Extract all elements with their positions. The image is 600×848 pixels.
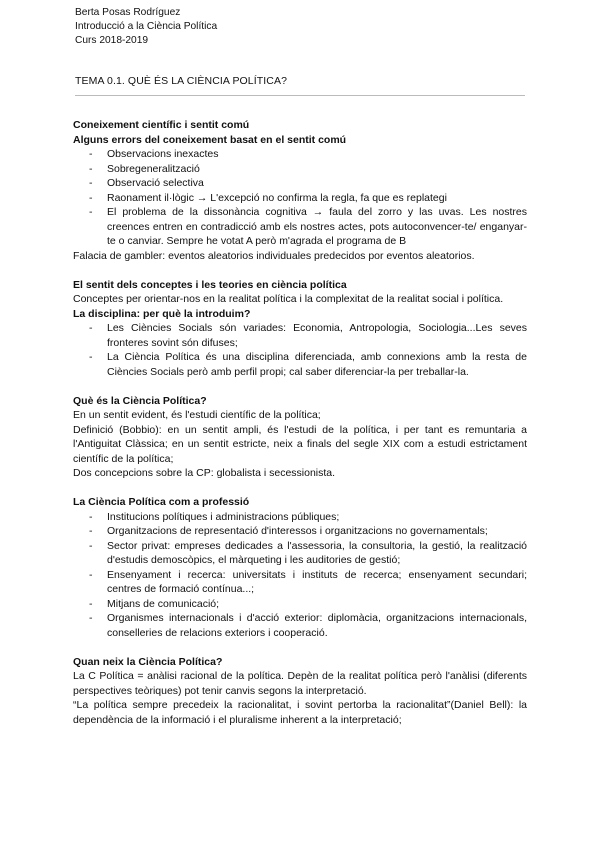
course-year: Curs 2018-2019: [75, 35, 149, 46]
author-name: Berta Posas Rodríguez: [75, 7, 181, 18]
paragraph: Dos concepcions sobre la CP: globalista i secessionista.: [73, 467, 336, 479]
list-item: - Organitzacions de representació d'interessos i organitzacions no governamentals;: [73, 524, 527, 539]
paragraph: Conceptes per orientar-nos en la realitat política i la complexitat de la realitat social i política.: [73, 293, 504, 305]
paragraph: La C Política = anàlisi racional de la política. Depèn de la realitat política però l'anàlisi (diferents perspectives teòriques) pot tenir canvis segons la interpretació.: [73, 670, 527, 697]
section-heading: Coneixement científic i sentit comú: [73, 119, 250, 131]
paragraph: En un sentit evident, és l'estudi científic de la política;: [73, 409, 321, 421]
paragraph: “La política sempre precedeix la racionalitat, i sovint pertorba la racionalitat”(Daniel Bell): la dependència de la informació i el pluralisme inherent a la interpretació;: [73, 699, 527, 726]
list-item: - Raonament il·lògic → L'excepció no confirma la regla, fa que es replategi: [73, 191, 527, 206]
list-item: - Sector privat: empreses dedicades a l'assessoria, la consultoria, la gestió, la realització d'estudis demoscòpics, el màrqueting i les auditories de gestió;: [73, 539, 527, 568]
title-divider: [75, 95, 525, 96]
section-heading: Què és la Ciència Política?: [73, 394, 207, 407]
course-name: Introducció a la Ciència Política: [75, 21, 218, 32]
paragraph: Falacia de gambler: eventos aleatorios individuales predecidos por eventos aleatorios.: [73, 249, 475, 262]
bullet-list: [73, 510, 527, 641]
section-heading: La Ciència Política com a professió: [73, 496, 250, 508]
document-body: [73, 118, 527, 727]
document-title: TEMA 0.1. QUÈ ÉS LA CIÈNCIA POLÍTICA?: [75, 75, 288, 87]
section-subheading: La disciplina: per què la introduim?: [73, 307, 251, 320]
paragraph: Definició (Bobbio): en un sentit ampli, és l'estudi de la política, i per tant es remuntaria a l'Antiguitat Clàssica; en un sentit estricte, neix a finals del segle XIX com a estudi estrictament científic de la política;: [73, 423, 527, 465]
list-item: - Ensenyament i recerca: universitats i instituts de recerca; ensenyament secundari; centres de formació contínua...;: [73, 568, 527, 597]
list-item: - Institucions polítiques i administracions públiques;: [73, 510, 527, 525]
section-heading: Quan neix la Ciència Política?: [73, 655, 223, 668]
bullet-list: [73, 147, 527, 249]
list-item: - La Ciència Política és una disciplina diferenciada, amb connexions amb la resta de Ciències Socials però amb perfil propi; cal saber diferenciar-la per treballar-la.: [73, 350, 527, 379]
list-item: - Sobregeneralització: [73, 162, 527, 177]
list-item: - Observacions inexactes: [73, 147, 527, 162]
list-item: - El problema de la dissonància cognitiva → faula del zorro y las uvas. Les nostres creences entren en contradicció amb els nostres actes, pots autoconvencer-te/ enganyar-te o canviar. Sempre he votat A però m'agrada el programa de B: [73, 205, 527, 249]
list-item: - Organismes internacionals i d'acció exterior: diplomàcia, organitzacions internacionals, conselleries de relacions exteriors i cooperació.: [73, 611, 527, 640]
list-item: - Observació selectiva: [73, 176, 527, 191]
section-subheading: Alguns errors del coneixement basat en el sentit comú: [73, 133, 347, 146]
bullet-list: [73, 321, 527, 379]
document-header: [75, 6, 217, 48]
list-item: - Les Ciències Socials són variades: Economia, Antropologia, Sociologia...Les seves fronteres sovint són difuses;: [73, 321, 527, 350]
list-item: - Mitjans de comunicació;: [73, 597, 527, 612]
section-heading: El sentit dels conceptes i les teories en ciència política: [73, 278, 347, 291]
